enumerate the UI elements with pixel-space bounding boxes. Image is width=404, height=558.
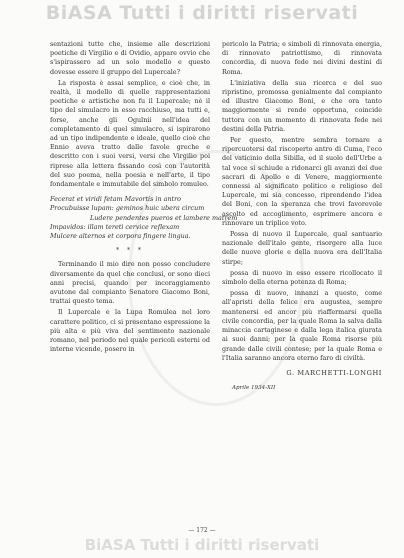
right-paragraph-2: L'iniziativa della sua ricerca e del suo ripristino, promossa genialmente dal compianto ed illustre Giacomo Boni, e che ora tanto maggiormente si rende opportuna, coincide tuttora con un momento di rinnovata fede nei destini della Patria. — [222, 78, 382, 133]
left-paragraph-3: Terminando il mio dire non posso concludere diversamente da quel che conclusi, or sono dieci anni precisi, quando per incoraggiamento avutone dal compianto Senatore Giacomo Boni, trattai questo tema. — [50, 260, 210, 306]
watermark-bottom — [0, 536, 404, 554]
right-column — [222, 40, 382, 393]
watermark-top — [0, 0, 404, 26]
verse-line: Mulcere alternos et corpora fingere lingua. — [50, 232, 191, 241]
watermark-bottom-text: BiASA Tutti i diritti riservati — [84, 536, 320, 554]
latin-verse — [50, 195, 238, 241]
left-paragraph-2: La risposta è assai semplice, e cioè che, in realtà, il modello di quelle rappresentazioni poetiche e artistiche non fu il Lupercale; nè il tipo del simulacro in esso racchiuso, ma tutti e, forse, anche gli Ogulnii nell'idea del completamento di quel simulacro, si ispirarono ad un tipo indipendente e ideale, quello cioè che Ennio aveva tratto dalle favole greche e descritto con i suoi versi, versi che Virgilio poi riprese alla lettera fissando così con l'autorità del suo poema, nella poesia e nell'arte, il tipo fondamentale e immutabile del simbolo romuleo. — [50, 78, 210, 189]
right-paragraph-3: Per questo, mentre sembra tornare a ripercuotersi dal riscoperto antro di Cuma, l'eco del vaticinio della Sibilla, ed il suolo dell'Urbe a tal voce si schiude a ridonarci gli avanzi dei due sacrari di Apollo e di Venere, maggiormente connessi al significato politico e religioso del Lupercale, mi sia concesso, riprendendo l'idea del Boni, con la speranza che trovi favorevole ascolto ed accoglimento, esprimere ancora e rinnovare un triplice voto. — [222, 136, 382, 227]
left-column — [50, 40, 238, 357]
right-paragraph-4: Possa di nuovo il Lupercale, qual santuario nazionale dell'italo gente, risorgere alla luce delle nuove glorie e della nuova era dell'Italia stirpe; — [222, 230, 382, 266]
left-paragraph-4: Il Lupercale e la Lupa Romulea nel loro carattere politico, ci si presentano espressione la più alta e più viva del sentimento nazionale romano, nel periodo nel quale pericoli esterni od interne vicende, posero in — [50, 308, 210, 354]
author-signature: G. MARCHETTI-LONGHI — [286, 368, 382, 377]
right-paragraph-6: possa di nuovo, innanzi a questo, come all'apristi della felice era augustea, sempre mantenersi ed ancor più riaffermarsi quella civile concordia, per la quale Roma la salva dalla minaccia cartaginese e dalla lega italica giurata ai suoi danni; per la quale Roma risorse più grande dalle civili contese; per la quale Roma e l'Italia saranno ancora eterno faro di civiltà. — [222, 289, 382, 362]
watermark-top-text: BiASA Tutti i diritti riservati — [45, 2, 359, 24]
page-number: — 172 — — [188, 527, 216, 534]
left-paragraph-1: sentazioni tutte che, insieme alle descrizioni poetiche di Virgilio e di Ovidio, appare ovvio che s'ispirassero ad un solo modello e questo dovesse essere il gruppo del Lupercale? — [50, 40, 210, 76]
verse-line: Fecerat et viridi fetam Mavortis in antro — [50, 195, 181, 204]
verse-line: Impavidos: illam tereti cervice reflexam — [50, 222, 180, 231]
verse-line: Ludere pendentes pueros et lambere matrem — [90, 213, 238, 222]
date-line: Aprile 1934-XII — [232, 385, 276, 392]
verse-line: Procubuisse lupam: geminos huic ubera circum — [50, 204, 205, 213]
right-paragraph-5: possa di nuovo in esso essere ricollocato il simbolo della eterna potenza di Roma; — [222, 268, 382, 287]
section-separator: * * * — [116, 247, 144, 255]
right-paragraph-1: pericolo la Patria; e simboli di rinnovata energia, di rinnovato patriottismo, di rinnovata concordia, di nuova fede nei divini destini di Roma. — [222, 40, 382, 76]
